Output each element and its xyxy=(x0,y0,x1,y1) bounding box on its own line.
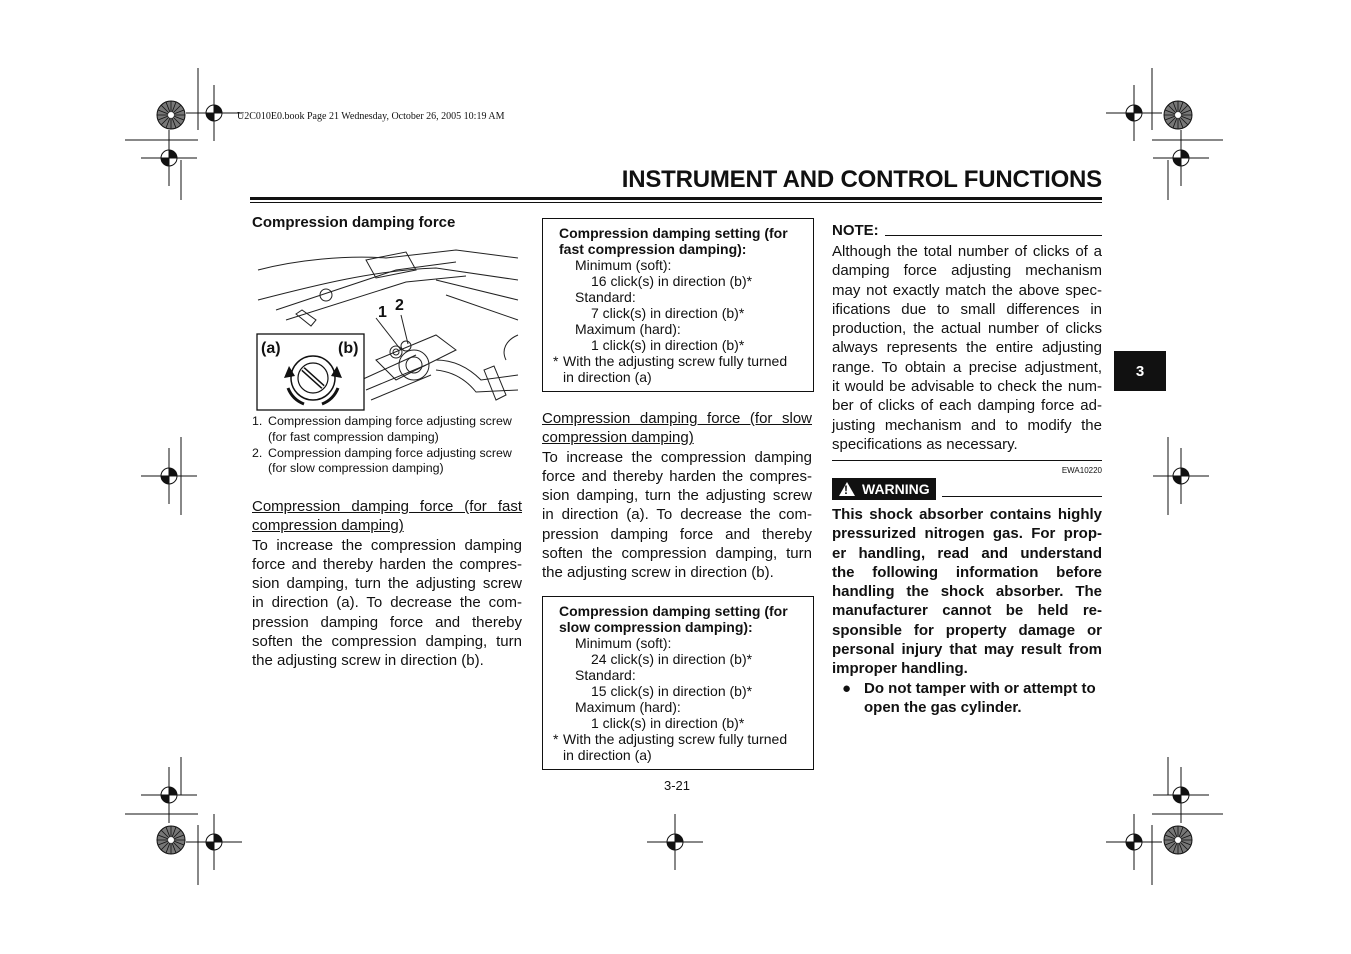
warning-label: WARNING xyxy=(862,481,930,497)
caption-text: (for slow compression damping) xyxy=(268,461,444,476)
spec-min-label: Minimum (soft): xyxy=(575,635,672,651)
body-line: it would be advisable to check the num- xyxy=(832,378,1102,396)
spec-min-value: 24 click(s) in direction (b)* xyxy=(591,651,753,667)
fast-damping-body xyxy=(252,536,522,671)
warning-badge xyxy=(832,478,936,500)
note-label: NOTE: xyxy=(832,222,879,239)
figure-captions xyxy=(252,414,532,477)
body-line: always represents the entire adjusting xyxy=(832,339,1102,357)
warning-header xyxy=(832,478,1102,500)
direction-b-label: (b) xyxy=(338,340,359,357)
note-header xyxy=(832,222,1102,239)
body-line: force and thereby harden the compres- xyxy=(542,467,812,485)
body-line: sion damping, turn the adjusting screw xyxy=(542,487,812,505)
spec-heading: Compression damping setting (for xyxy=(559,603,788,619)
note-end-rule xyxy=(832,460,1102,461)
slow-damping-section xyxy=(542,409,812,583)
callout-2: 2 xyxy=(395,297,404,314)
spec-std-value: 7 click(s) in direction (b)* xyxy=(591,305,745,321)
body-line: sion damping, turn the adjusting screw xyxy=(252,575,522,593)
warning-line: handling the shock absorber. The xyxy=(832,583,1102,601)
footnote-text: in direction (a) xyxy=(563,369,652,385)
warning-line: personal injury that may result from xyxy=(832,641,1102,659)
warning-code: EWA10220 xyxy=(1061,466,1102,475)
body-line: To increase the compression damping xyxy=(542,448,812,466)
figure-drawing xyxy=(256,240,520,412)
spec-footnote xyxy=(553,731,805,763)
warning-line: This shock absorber contains highly xyxy=(832,506,1102,523)
slow-damping-body xyxy=(542,448,812,583)
warning-line: improper handling. xyxy=(832,660,968,678)
spec-max-value: 1 click(s) in direction (b)* xyxy=(591,337,745,353)
footnote-text: in direction (a) xyxy=(563,747,652,763)
caption-item xyxy=(252,446,532,478)
body-line: pression damping force and thereby xyxy=(252,613,522,631)
direction-a-label: (a) xyxy=(261,340,281,357)
left-heading: Compression damping force xyxy=(252,214,456,231)
fast-damping-heading-line: compression damping) xyxy=(252,517,404,535)
note-rule xyxy=(885,235,1102,236)
figure-shock-absorber xyxy=(256,240,520,412)
body-line: soften the compression damping, turn xyxy=(252,633,522,651)
body-line: Although the total number of clicks of a xyxy=(832,243,1102,260)
section-title: INSTRUMENT AND CONTROL FUNCTIONS xyxy=(621,166,1102,193)
body-line: To increase the compression damping xyxy=(252,536,522,554)
spec-max-value: 1 click(s) in direction (b)* xyxy=(591,715,745,731)
body-line: soften the compression damping, turn xyxy=(542,545,812,563)
bullet-text: open the gas cylinder. xyxy=(864,698,1022,716)
spec-std-label: Standard: xyxy=(575,289,636,305)
warning-line: manufacturer cannot be held re- xyxy=(832,602,1102,620)
warning-rule xyxy=(942,496,1102,497)
fast-damping-spec-box xyxy=(542,218,814,392)
warning-exclamation: ! xyxy=(844,483,848,497)
body-line: range. To obtain a precise adjustment, xyxy=(832,358,1102,376)
warning-line: sponsible for property damage or xyxy=(832,621,1102,639)
footnote-text: With the adjusting screw fully turned xyxy=(563,353,788,369)
body-line: production, the actual number of clicks xyxy=(832,320,1102,338)
slow-damping-heading-line: compression damping) xyxy=(542,429,694,447)
body-line: specifications as necessary. xyxy=(832,435,1018,453)
body-line: ber of clicks of each damping force ad- xyxy=(832,397,1102,415)
warning-line: the following information before xyxy=(832,563,1102,581)
body-line: in direction (a). To decrease the com- xyxy=(252,594,522,612)
spec-max-label: Maximum (hard): xyxy=(575,321,681,337)
spec-footnote xyxy=(553,353,805,385)
fast-damping-heading-line: Compression damping force (for fast xyxy=(252,498,522,515)
caption-text: Compression damping force adjusting screw xyxy=(268,414,512,428)
callout-1: 1 xyxy=(378,304,387,321)
body-line: the adjusting screw in direction (b). xyxy=(252,652,484,670)
caption-number: 1. xyxy=(252,414,263,428)
footnote-star: * xyxy=(553,353,559,369)
caption-number: 2. xyxy=(252,445,263,460)
body-line: ifications due to small differences in xyxy=(832,300,1102,318)
chapter-tab: 3 xyxy=(1114,351,1166,391)
slow-damping-heading-line: Compression damping force (for slow xyxy=(542,410,812,427)
book-header: U2C010E0.book Page 21 Wednesday, October 26, 2005 10:19 AM xyxy=(237,111,505,122)
page-number: 3-21 xyxy=(664,778,691,793)
slow-damping-spec-box xyxy=(542,596,814,770)
title-rule xyxy=(250,197,1102,203)
spec-std-label: Standard: xyxy=(575,667,636,683)
spec-std-value: 15 click(s) in direction (b)* xyxy=(591,683,753,699)
warning-body xyxy=(832,505,1102,679)
footnote-text: With the adjusting screw fully turned xyxy=(563,731,788,747)
body-line: may not exactly match the above spec- xyxy=(832,281,1102,299)
spec-min-label: Minimum (soft): xyxy=(575,257,672,273)
spec-heading: Compression damping setting (for xyxy=(559,225,788,241)
spec-max-label: Maximum (hard): xyxy=(575,699,681,715)
warning-section xyxy=(832,478,1102,717)
fast-damping-section xyxy=(252,497,522,671)
warning-line: pressurized nitrogen gas. For prop- xyxy=(832,525,1102,543)
bullet-dot: ● xyxy=(842,679,852,697)
body-line: justing mechanism and to modify the xyxy=(832,416,1102,434)
warning-bullet xyxy=(832,679,1102,718)
footnote-star: * xyxy=(553,731,559,747)
caption-text: (for fast compression damping) xyxy=(268,429,439,444)
note-section xyxy=(832,222,1102,461)
body-line: in direction (a). To decrease the com- xyxy=(542,506,812,524)
warning-line: er handling, read and understand xyxy=(832,544,1102,562)
body-line: pression damping force and thereby xyxy=(542,525,812,543)
body-line: the adjusting screw in direction (b). xyxy=(542,564,774,582)
body-line: force and thereby harden the compres- xyxy=(252,555,522,573)
spec-min-value: 16 click(s) in direction (b)* xyxy=(591,273,753,289)
caption-item xyxy=(252,414,532,446)
bullet-text: Do not tamper with or attempt to xyxy=(864,679,1096,697)
spec-heading: fast compression damping): xyxy=(559,241,747,257)
body-line: damping force adjusting mechanism xyxy=(832,262,1102,280)
note-body xyxy=(832,242,1102,454)
caption-text: Compression damping force adjusting screw xyxy=(268,445,512,460)
spec-heading: slow compression damping): xyxy=(559,619,753,635)
